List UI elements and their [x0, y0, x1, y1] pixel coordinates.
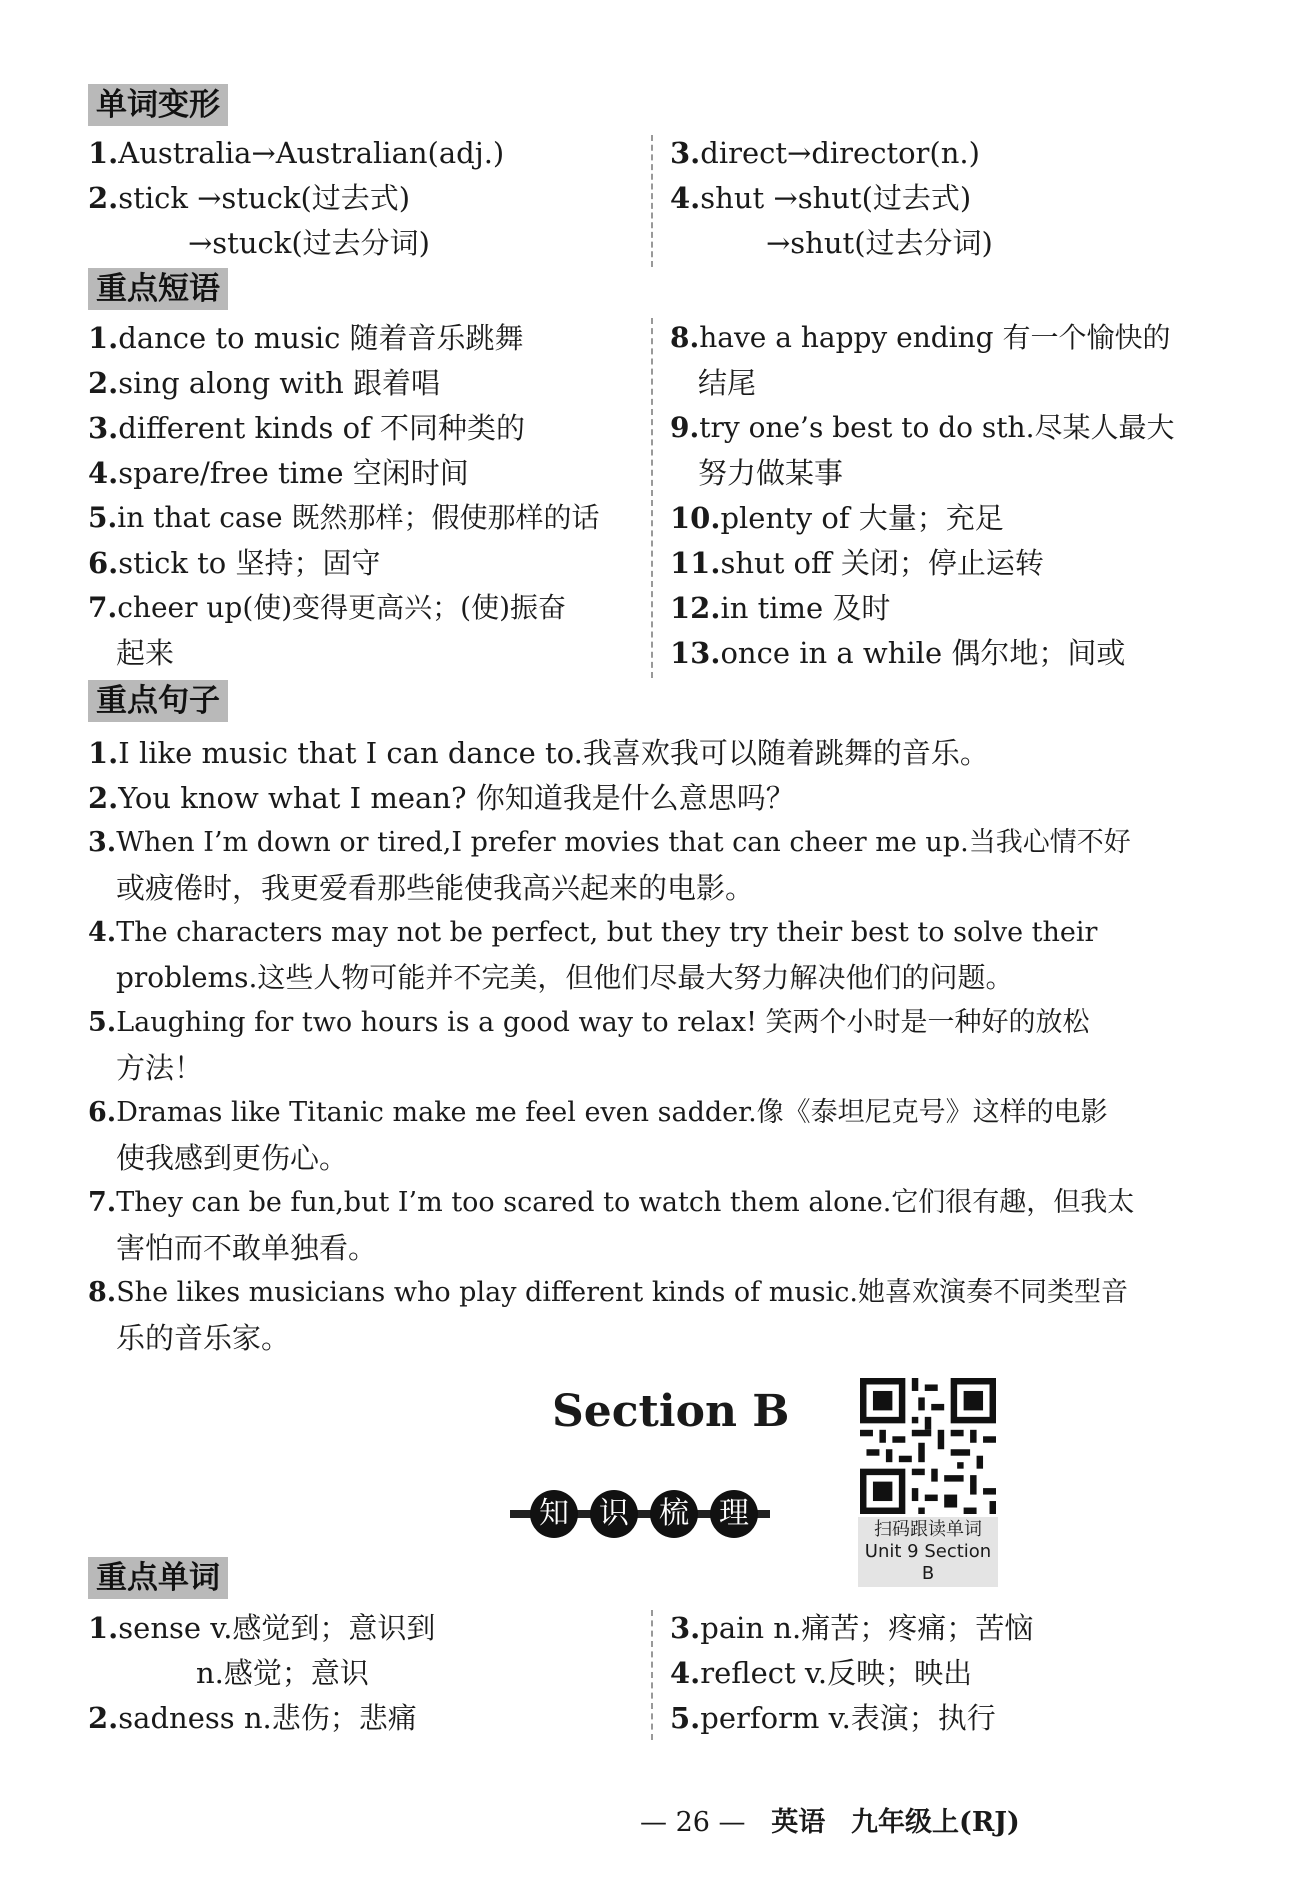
- phrase-item: [88, 406, 525, 450]
- item-text: You know what I mean? 你知道我是什么意思吗？: [118, 781, 795, 815]
- sentence-line: [88, 911, 1097, 955]
- item-text: dance to music 随着音乐跳舞: [118, 321, 524, 355]
- footer-grade: 九年级上(RJ): [851, 1807, 1020, 1838]
- heading-key-phrases: 重点短语: [88, 268, 228, 310]
- word-form-item: [670, 131, 980, 175]
- item-text: cheer up(使)变得更高兴；(使)振奋: [117, 591, 567, 624]
- item-text: in time 及时: [720, 591, 891, 625]
- qr-caption-line2: Unit 9 Section B: [864, 1541, 992, 1584]
- phrase-item: [88, 496, 599, 540]
- phrase-item: [670, 316, 1170, 360]
- column-divider: [651, 318, 653, 678]
- item-number: 7.: [88, 591, 118, 624]
- phrase-item: [670, 541, 1044, 585]
- item-text: have a happy ending 有一个愉快的: [699, 321, 1171, 354]
- item-text: Dramas like Titanic make me feel even sadder.像《泰坦尼克号》这样的电影: [116, 1097, 1108, 1128]
- item-text: →stuck(过去分词): [188, 226, 430, 260]
- item-text: The characters may not be perfect, but they try their best to solve their: [116, 917, 1098, 948]
- sentence-line: [116, 1046, 203, 1090]
- item-text: try one’s best to do sth.尽某人最大: [699, 411, 1175, 444]
- item-number: 4.: [670, 1656, 701, 1690]
- item-text: different kinds of 不同种类的: [118, 411, 526, 445]
- heading-key-words: 重点单词: [88, 1557, 228, 1599]
- phrase-item: [670, 586, 890, 630]
- badge-char: 理: [710, 1490, 758, 1538]
- item-text: shut off 关闭；停止运转: [720, 546, 1044, 580]
- item-number: 5.: [88, 1007, 117, 1038]
- item-number: 3.: [670, 1611, 701, 1645]
- phrase-item: [88, 541, 380, 585]
- item-number: 4.: [88, 917, 117, 948]
- qr-code[interactable]: [860, 1378, 996, 1514]
- item-number: 3.: [88, 827, 117, 858]
- item-number: 6.: [88, 1097, 117, 1128]
- item-number: 12.: [670, 591, 721, 625]
- item-text: direct→director(n.): [700, 136, 980, 170]
- badge-char: 识: [590, 1490, 638, 1538]
- item-text: sense v.感觉到；意识到: [118, 1611, 436, 1645]
- item-text: plenty of 大量；充足: [720, 501, 1004, 535]
- phrase-item: [116, 631, 174, 675]
- item-number: 1.: [88, 136, 119, 170]
- phrase-item: [670, 496, 1004, 540]
- word-item: [196, 1651, 369, 1695]
- page-footer: [640, 1800, 1020, 1839]
- item-text: in that case 既然那样；假使那样的话: [117, 501, 600, 534]
- heading-word-forms: 单词变形: [88, 84, 228, 126]
- item-number: 5.: [670, 1701, 701, 1735]
- item-number: 5.: [88, 501, 118, 534]
- item-number: 9.: [670, 411, 700, 444]
- item-text: spare/free time 空闲时间: [118, 456, 469, 490]
- badge-char: 梳: [650, 1490, 698, 1538]
- item-text: reflect v.反映；映出: [700, 1656, 973, 1690]
- item-number: 1.: [88, 321, 119, 355]
- word-item: [670, 1651, 972, 1695]
- section-title: Section B: [552, 1386, 790, 1437]
- item-text: I like music that I can dance to.我喜欢我可以随着跳舞的音乐。: [118, 736, 989, 770]
- item-text: stick to 坚持；固守: [118, 546, 381, 580]
- item-number: 8.: [670, 321, 700, 354]
- item-number: 11.: [670, 546, 721, 580]
- item-text: Laughing for two hours is a good way to relax! 笑两个小时是一种好的放松: [116, 1007, 1090, 1038]
- phrase-item: [698, 361, 756, 405]
- word-item: [670, 1696, 996, 1740]
- sentence-line: [116, 1136, 348, 1180]
- item-number: 1.: [88, 736, 119, 770]
- item-text: once in a while 偶尔地；间或: [720, 636, 1126, 670]
- item-number: 2.: [88, 181, 119, 215]
- item-number: 2.: [88, 366, 119, 400]
- item-number: 7.: [88, 1187, 117, 1218]
- word-form-item: [766, 221, 993, 265]
- sentence-line: [116, 866, 754, 910]
- item-text: Australia→Australian(adj.): [118, 136, 505, 170]
- sentence-line: [88, 1001, 1090, 1045]
- item-text: perform v.表演；执行: [700, 1701, 996, 1735]
- word-form-item: [188, 221, 430, 265]
- column-divider: [651, 1610, 653, 1740]
- item-text: 乐的音乐家。: [116, 1321, 291, 1355]
- column-divider: [651, 135, 653, 267]
- sentence-line: [88, 731, 989, 775]
- phrase-item: [88, 451, 469, 495]
- qr-caption-line1: 扫码跟读单词: [874, 1519, 982, 1540]
- badge-char: 知: [530, 1490, 578, 1538]
- item-number: 10.: [670, 501, 721, 535]
- item-text: sadness n.悲伤；悲痛: [118, 1701, 417, 1735]
- phrase-item: [88, 361, 440, 405]
- sentence-line: [88, 1091, 1108, 1135]
- sentence-line: [88, 821, 1131, 865]
- word-form-item: [88, 176, 410, 220]
- word-item: [88, 1696, 417, 1740]
- item-text: They can be fun,but I’m too scared to watch them alone.它们很有趣，但我太: [116, 1187, 1135, 1218]
- qr-caption: [858, 1517, 998, 1587]
- item-text: pain n.痛苦；疼痛；苦恼: [700, 1611, 1034, 1645]
- item-text: 努力做某事: [698, 456, 844, 490]
- phrase-item: [670, 406, 1174, 450]
- item-number: 3.: [88, 411, 119, 445]
- sentence-line: [88, 1181, 1134, 1225]
- item-number: 6.: [88, 546, 119, 580]
- word-item: [670, 1606, 1033, 1650]
- sentence-line: [88, 776, 795, 820]
- phrase-item: [88, 316, 524, 360]
- sentence-line: [116, 956, 1013, 1000]
- word-form-item: [88, 131, 504, 175]
- footer-subject: 英语: [771, 1807, 826, 1838]
- item-text: n.感觉；意识: [196, 1656, 369, 1690]
- item-text: When I’m down or tired,I prefer movies that can cheer me up.当我心情不好: [116, 827, 1131, 858]
- item-text: sing along with 跟着唱: [118, 366, 441, 400]
- sentence-line: [116, 1316, 290, 1360]
- footer-dash: —: [718, 1807, 746, 1838]
- item-text: stick →stuck(过去式): [118, 181, 411, 215]
- word-item: [88, 1606, 435, 1650]
- heading-key-sentences: 重点句子: [88, 680, 228, 722]
- item-number: 4.: [88, 456, 119, 490]
- item-text: 使我感到更伤心。: [116, 1141, 349, 1175]
- phrase-item: [670, 631, 1125, 675]
- phrase-item: [88, 586, 566, 630]
- item-number: 3.: [670, 136, 701, 170]
- footer-dash: —: [640, 1807, 667, 1838]
- item-text: shut →shut(过去式): [700, 181, 972, 215]
- item-number: 4.: [670, 181, 701, 215]
- sentence-line: [88, 1271, 1128, 1315]
- item-number: 1.: [88, 1611, 119, 1645]
- item-number: 2.: [88, 1701, 119, 1735]
- item-text: 方法！: [116, 1051, 204, 1085]
- item-text: problems.这些人物可能并不完美，但他们尽最大努力解决他们的问题。: [116, 961, 1014, 994]
- item-number: 13.: [670, 636, 721, 670]
- item-text: 或疲倦时，我更爱看那些能使我高兴起来的电影。: [116, 871, 755, 905]
- item-text: 害怕而不敢单独看。: [116, 1231, 378, 1265]
- item-text: →shut(过去分词): [766, 226, 993, 260]
- sentence-line: [116, 1226, 377, 1270]
- page-number: 26: [675, 1807, 710, 1838]
- item-text: 起来: [116, 636, 175, 670]
- knowledge-badge-row: [530, 1490, 758, 1538]
- item-number: 2.: [88, 781, 119, 815]
- word-form-item: [670, 176, 971, 220]
- item-text: 结尾: [698, 366, 757, 400]
- item-text: She likes musicians who play different kinds of music.她喜欢演奏不同类型音: [116, 1277, 1128, 1308]
- phrase-item: [698, 451, 843, 495]
- item-number: 8.: [88, 1277, 117, 1308]
